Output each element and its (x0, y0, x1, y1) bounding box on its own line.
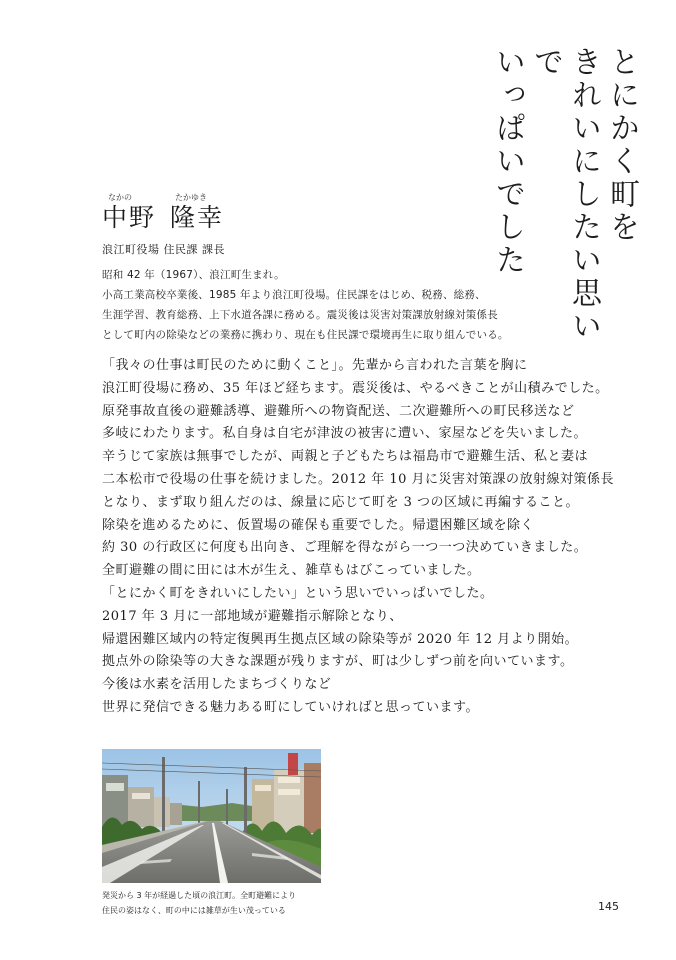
body-line: 多岐にわたります。私自身は自宅が津波の被害に遭い、家屋などを失いました。 (102, 426, 587, 442)
bio-line: 小高工業高校卒業後、1985 年より浪江町役場。住民課をはじめ、税務、総務、 (102, 289, 486, 301)
body-line: 「とにかく町をきれいにしたい」という思いでいっぱいでした。 (102, 585, 494, 601)
given-name: 隆幸 (170, 203, 225, 232)
body-line: 今後は水素を活用したまちづくりなど (102, 677, 332, 693)
street-photo (102, 749, 321, 883)
biography (102, 265, 532, 345)
body-line: 拠点外の除染等の大きな課題が残りますが、町は少しずつ前を向いています。 (102, 654, 574, 670)
affiliation: 浪江町役場 住民課 課長 (102, 243, 225, 256)
body-line: 辛うじて家族は無事でしたが、両親と子どもたちは福島市で避難生活、私と妻は (102, 449, 589, 465)
profile-block (102, 192, 522, 257)
body-text (102, 355, 642, 720)
title-line-2: きれいにしたい思いで (528, 46, 601, 343)
body-line: 約 30 の行政区に何度も出向き、ご理解を得ながら一つ一つ決めていきました。 (102, 540, 588, 556)
furigana-given: たかゆき (175, 193, 207, 202)
body-line: 原発事故直後の避難誘導、避難所への物資配送、二次避難所への町民移送など (102, 403, 575, 419)
bio-line: 昭和 42 年（1967）、浪江町生まれ。 (102, 269, 285, 281)
body-line: 2017 年 3 月に一部地域が避難指示解除となり、 (102, 608, 403, 624)
page-number: 145 (598, 900, 619, 913)
name-furigana (102, 192, 522, 204)
body-line: 二本松市で役場の仕事を続けました。2012 年 10 月に災害対策課の放射線対策係長 (102, 471, 615, 487)
caption-line: 住民の姿はなく、町の中には雑草が生い茂っている (102, 906, 286, 915)
body-line: 「我々の仕事は町民のために動くこと」。先輩から言われた言葉を胸に (102, 358, 528, 373)
title-line-1: とにかく町を (604, 46, 639, 244)
body-line: 全町避難の間に田には木が生え、雑草もはびこっていました。 (102, 563, 481, 579)
title-line-3: いっぱいでした (490, 46, 525, 277)
bio-line: 生涯学習、教育総務、上下水道各課に務める。震災後は災害対策課放射線対策係長 (102, 309, 498, 321)
photo-caption (102, 888, 362, 918)
body-line: 帰還困難区域内の特定復興再生拠点区域の除染等が 2020 年 12 月より開始。 (102, 631, 579, 647)
body-line: 浪江町役場に務め、35 年ほど経ちます。震災後は、やるべきことが山積みでした。 (102, 380, 609, 396)
family-name: 中野 (102, 203, 157, 232)
furigana-family: なかの (108, 193, 132, 202)
body-line: 世界に発信できる魅力ある町にしていければと思っています。 (102, 699, 479, 715)
person-name (102, 204, 522, 232)
body-line: となり、まず取り組んだのは、線量に応じて町を 3 つの区域に再編すること。 (102, 494, 580, 510)
caption-line: 発災から 3 年が経過した頃の浪江町。全町避難により (102, 891, 297, 900)
body-line: 除染を進めるために、仮置場の確保も重要でした。帰還困難区域を除く (102, 517, 535, 533)
bio-line: として町内の除染などの業務に携わり、現在も住民課で環境再生に取り組んでいる。 (102, 329, 509, 341)
